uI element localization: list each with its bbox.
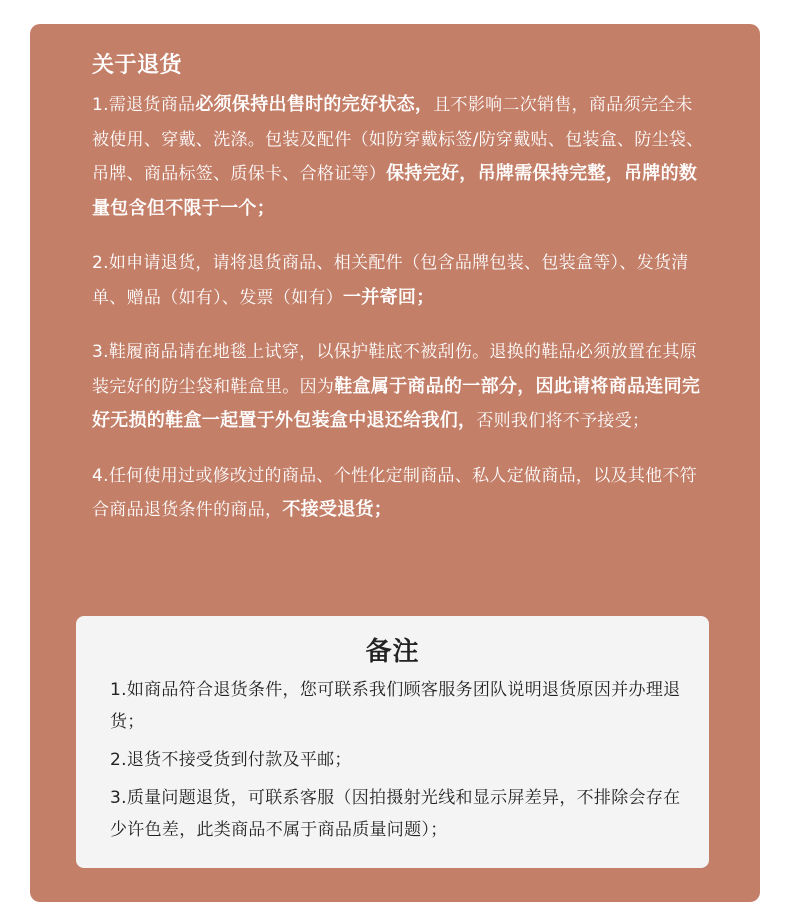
paragraph-text: 且不影响二次销售，商品须完全未被使用、穿戴、洗涤。包装及配件（如防穿戴标签/防穿戴贴、包装盒、防尘袋、吊牌、商品标签、质保卡、合格证等） [92,95,704,184]
notes-title: 备注 [365,637,420,667]
paragraph-emphasis: 保持完好，吊牌需保持完整，吊牌的数量包含但不限于一个； [92,163,698,219]
returns-card [30,24,760,902]
notes-box [76,616,709,868]
returns-paragraph-1 [92,88,704,226]
paragraph-emphasis: 一并寄回； [343,286,435,308]
paragraph-text: 3.鞋履商品请在地毯上试穿，以保护鞋底不被刮伤。退换的鞋品必须放置在其原装完好的防尘袋和鞋盒里。因为 [92,342,698,397]
paragraph-emphasis: 不接受退货； [282,499,393,520]
note-item: 1.如商品符合退货条件，您可联系我们顾客服务团队说明退货原因并办理退货； [110,680,681,732]
paragraph-text: 2.如申请退货，请将退货商品、相关配件（包含品牌包装、包装盒等）、发货清单、赠品（如有）、发票（如有） [92,253,689,308]
note-item: 3.质量问题退货，可联系客服（因拍摄射光线和显示屏差异，不排除会存在少许色差，此类商品不属于商品质量问题）； [110,788,681,840]
returns-paragraph-3 [92,335,704,439]
returns-paragraph-2 [92,246,704,315]
note-item: 2.退货不接受货到付款及平邮； [110,750,352,770]
paragraph-emphasis: 鞋盒属于商品的一部分，因此请将商品连同完好无损的鞋盒一起置于外包装盒中退还给我们， [92,375,701,431]
paragraph-text: 4.任何使用过或修改过的商品、个性化定制商品、私人定做商品，以及其他不符合商品退货条件的商品， [92,465,698,520]
returns-paragraph-4 [92,459,704,528]
returns-section [92,50,704,548]
returns-title: 关于退货 [92,53,183,78]
paragraph-emphasis: 必须保持出售时的完好状态， [195,94,434,115]
paragraph-text: 1.需退货商品 [92,95,196,115]
notes-list [76,674,682,846]
paragraph-text: 否则我们将不予接受； [476,411,650,431]
